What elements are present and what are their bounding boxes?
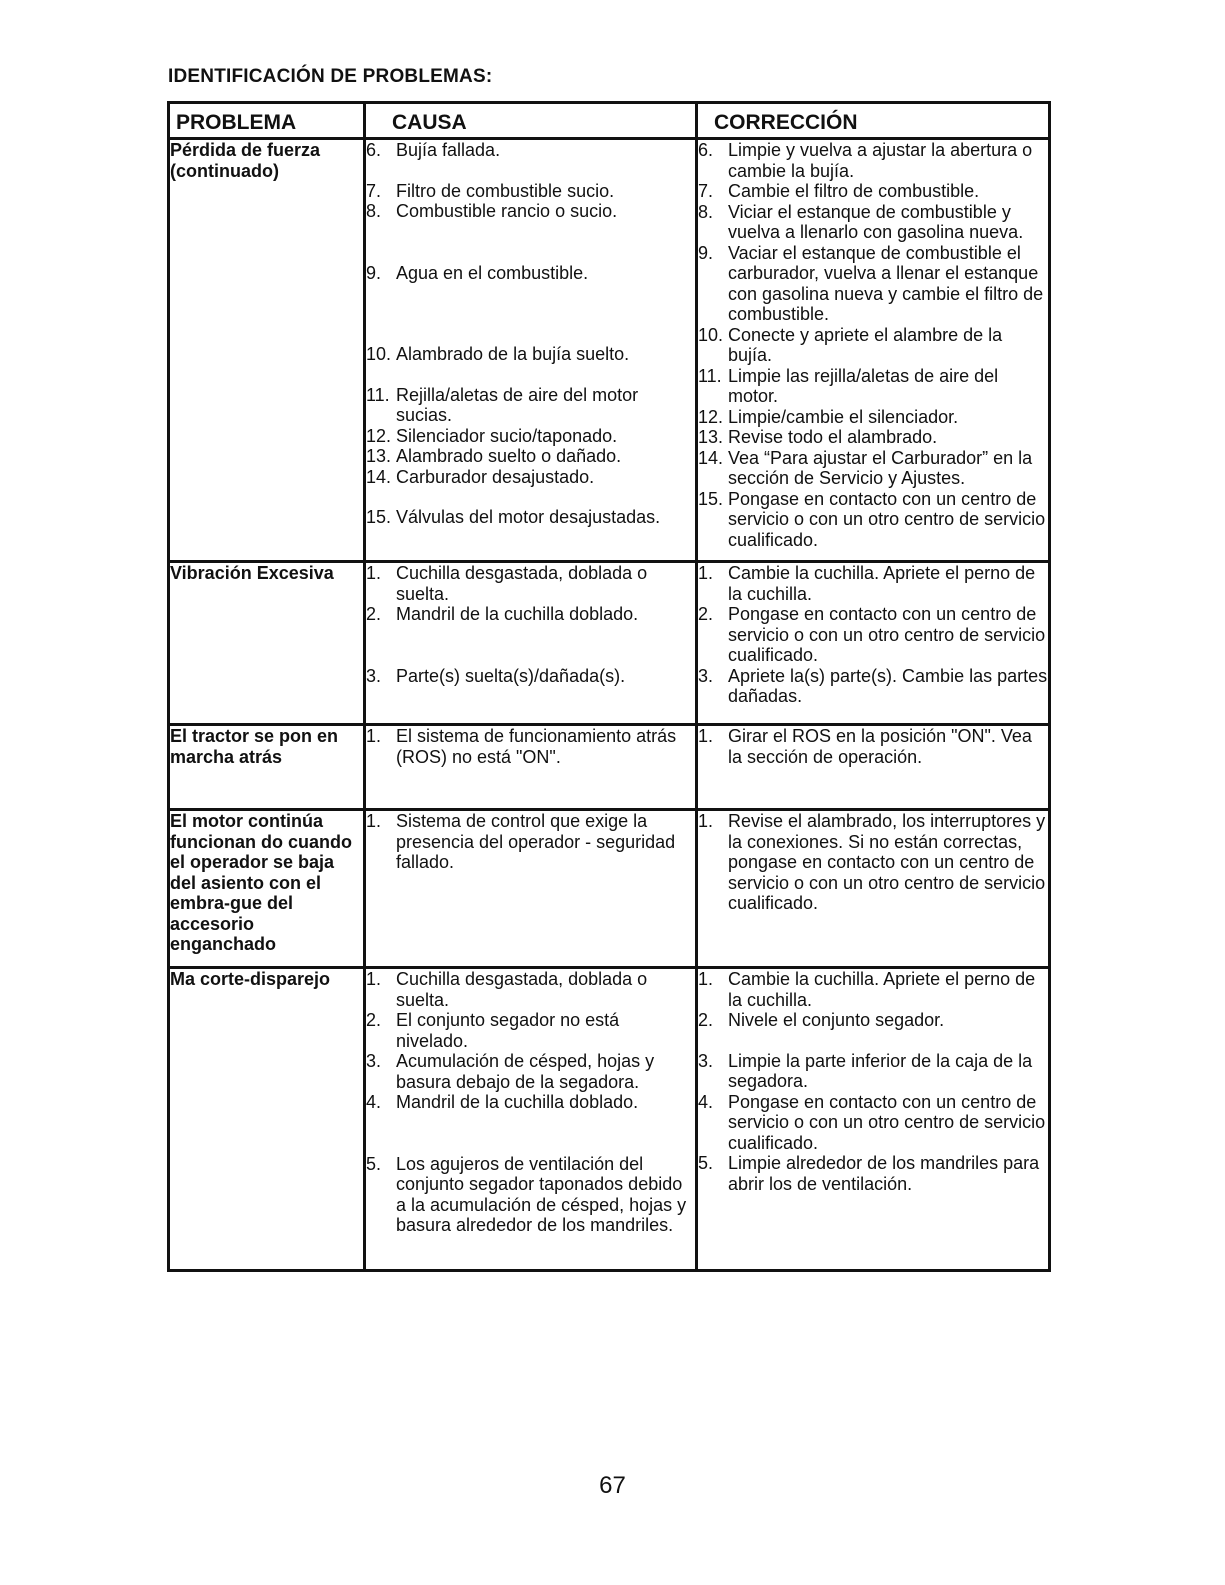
list-item: 9. Vaciar el estanque de combustible el carburador, vuelva a llenar el estanque con gasolina nueva y cambie el filtro de combustible.	[698, 242, 1044, 324]
list-item: 4. Pongase en contacto con un centro de servicio o con un otro centro de servicio cualificado.	[698, 1091, 1046, 1153]
table-row	[169, 810, 1050, 968]
list-item: 11. Rejilla/aletas de aire del motor sucias.	[366, 384, 639, 425]
cause-cell	[365, 139, 697, 562]
list-item: 10. Conecte y apriete el alambre de la bujía.	[698, 324, 1003, 365]
list-item: 14. Vea “Para ajustar el Carburador” en la sección de Servicio y Ajustes.	[698, 447, 1033, 488]
header-problem: PROBLEMA	[169, 103, 365, 139]
problem-cell: El motor continúa funcionan do cuando el operador se baja del asiento con el embra-gue del accesorio enganchado	[169, 810, 365, 968]
list-item: 3. Apriete la(s) parte(s). Cambie las partes dañadas.	[698, 665, 1048, 706]
list-item: 5. Limpie alrededor de los mandriles para abrir los de ventilación.	[698, 1153, 1040, 1194]
list-item: 12. Silenciador sucio/taponado.	[366, 425, 618, 446]
page-heading: IDENTIFICACIÓN DE PROBLEMAS:	[168, 66, 493, 87]
list-item: 15. Pongase en contacto con un centro de servicio o con un otro centro de servicio cualificado.	[698, 488, 1046, 550]
list-item: 10. Alambrado de la bujía suelto.	[366, 344, 630, 364]
correction-cell	[697, 139, 1050, 562]
list-item: 3. Limpie la parte inferior de la caja de la segadora.	[698, 1050, 1033, 1091]
list-item: 6. Limpie y vuelva a ajustar la abertura o cambie la bujía.	[698, 140, 1033, 181]
problem-cell: Pérdida de fuerza (continuado)	[169, 139, 365, 562]
list-item: 7. Cambie el filtro de combustible.	[698, 181, 980, 201]
problem-cell: Ma corte-disparejo	[169, 968, 365, 1271]
list-item: 3. Acumulación de césped, hojas y basura debajo de la segadora.	[366, 1051, 655, 1092]
list-item: 9. Agua en el combustible.	[366, 262, 589, 283]
list-item: 5. Los agujeros de ventilación del conjunto segador taponados debido a la acumulación de césped, hojas y basura alrededor de los mandriles.	[366, 1153, 687, 1235]
list-item: 2. Pongase en contacto con un centro de servicio o con un otro centro de servicio cualificado.	[698, 604, 1046, 665]
troubleshooting-table	[167, 101, 1051, 1272]
list-item: 3. Parte(s) suelta(s)/dañada(s).	[366, 665, 626, 686]
cause-cell	[365, 968, 697, 1271]
list-item: 1. Cambie la cuchilla. Apriete el perno de la cuchilla.	[698, 969, 1036, 1010]
problem-cell: Vibración Excesiva	[169, 562, 365, 725]
list-item: 1. Cuchilla desgastada, doblada o suelta.	[366, 563, 648, 604]
list-item: 1. Cambie la cuchilla. Apriete el perno de la cuchilla.	[698, 563, 1036, 604]
table-row	[169, 725, 1050, 810]
table-header-row	[169, 103, 1050, 139]
correction-cell	[697, 968, 1050, 1271]
table-row	[169, 562, 1050, 725]
problem-cell: El tractor se pon en marcha atrás	[169, 725, 365, 810]
list-item: 11. Limpie las rejilla/aletas de aire del motor.	[698, 365, 999, 406]
list-item: 15. Válvulas del motor desajustadas.	[366, 507, 661, 527]
list-item: 2. Mandril de la cuchilla doblado.	[366, 604, 639, 624]
cause-cell	[365, 562, 697, 725]
header-cause: CAUSA	[365, 103, 697, 139]
page-number: 67	[599, 1472, 626, 1499]
list-item: 1. El sistema de funcionamiento atrás (ROS) no está "ON".	[366, 726, 677, 767]
list-item: 1. Cuchilla desgastada, doblada o suelta.	[366, 969, 648, 1010]
list-item: 13. Alambrado suelto o dañado.	[366, 446, 622, 466]
list-item: 4. Mandril de la cuchilla doblado.	[366, 1092, 639, 1112]
correction-cell	[697, 562, 1050, 725]
list-item: 13. Revise todo el alambrado.	[698, 427, 938, 447]
list-item: 1. Girar el ROS en la posición "ON". Vea la sección de operación.	[698, 726, 1032, 767]
table-row	[169, 968, 1050, 1271]
list-item: 7. Filtro de combustible sucio.	[366, 180, 615, 201]
list-item: 1. Revise el alambrado, los interruptores y la conexiones. Si no están correctas, pongase en contacto con un centro de servicio o con un otro centro de servicio cualificado.	[698, 811, 1046, 913]
list-item: 2. El conjunto segador no está nivelado.	[366, 1010, 620, 1051]
correction-cell	[697, 810, 1050, 968]
correction-cell	[697, 725, 1050, 810]
list-item: 8. Combustible rancio o sucio.	[366, 201, 618, 221]
list-item: 14. Carburador desajustado.	[366, 466, 595, 487]
list-item: 6. Bujía fallada.	[366, 140, 501, 160]
cause-cell	[365, 810, 697, 968]
list-item: 8. Viciar el estanque de combustible y vuelva a llenarlo con gasolina nueva.	[698, 201, 1024, 242]
list-item: 12. Limpie/cambie el silenciador.	[698, 406, 959, 427]
cause-cell	[365, 725, 697, 810]
list-item: 2. Nivele el conjunto segador.	[698, 1010, 945, 1030]
table-row	[169, 139, 1050, 562]
header-correction: CORRECCIÓN	[697, 103, 1050, 139]
list-item: 1. Sistema de control que exige la presencia del operador - seguridad fallado.	[366, 811, 676, 872]
